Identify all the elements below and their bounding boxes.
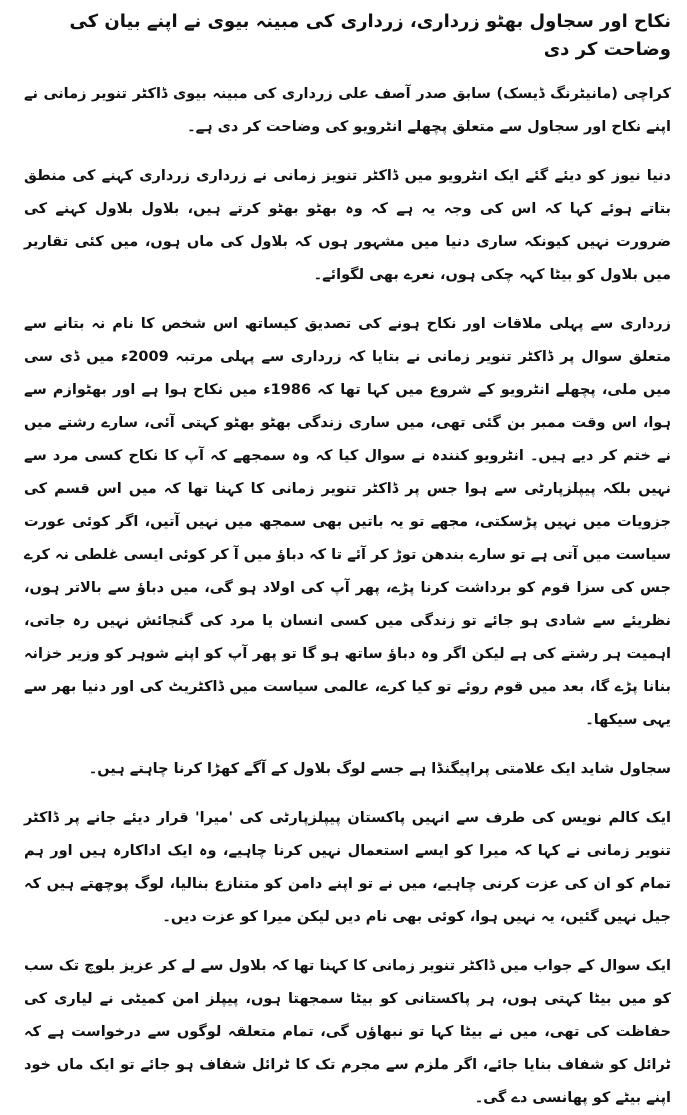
article-paragraph: سجاول شاید ایک علامتی پراپیگنڈا ہے جسے لوگ بلاول کے آگے کھڑا کرنا چاہتے ہیں۔ [88, 761, 671, 777]
article-paragraph: زرداری سے پہلی ملاقات اور نکاح ہونے کی تصدیق کیساتھ اس شخص کا نام نہ بتانے سے متعلق سوال پر ڈاکٹر تنویر زمانی نے بتایا کہ زرداری سے پہلی مرتبہ 2009ء میں ڈی سی میں ملی، پچھلے انٹرویو کے شروع میں کہا تھا کہ 1986ء میں نکاح ہوا ہے اور بھٹوازم سے ہوا، اس وقت ممبر بن گئی تھی، میں ساری زندگی بھٹو بھٹو کہتی آئی، سارے رشتے میں نے ختم کر دیے ہیں۔ انٹرویو کنندہ نے سوال کیا کہ وہ سمجھے کہ آپ کا نکاح کسی مرد سے نہیں بلکہ پیپلزپارٹی سے ہوا جس پر ڈاکٹر تنویر زمانی کا کہنا تھا کہ میں اس قسم کی جزویات میں نہیں پڑسکتی، مجھے تو یہ باتیں بھی سمجھ میں نہیں آتیں، اگر کوئی عورت سیاست میں آتی ہے تو سارے بندھن توڑ کر آئے تا کہ دباؤ میں آ کر کوئی ایسی غلطی نہ کرے جس کی سزا قوم کو برداشت کرنا پڑے، پھر آپ کی اولاد ہو گی، میں دباؤ سے بالاتر ہوں، نظریئے سے شادی ہو جائے تو زندگی میں کسی انسان یا مرد کی گنجائش نہیں رہ جاتی، اہمیت ہر رشتے کی ہے لیکن اگر وہ دباؤ ساتھ ہو گا تو پھر آپ کو اپنے شوہر کو وزیر خزانہ بنانا پڑے گا، بعد میں قوم روئے تو کیا کرے، عالمی سیاست میں ڈاکٹریٹ کی اور دنیا بھر سے یہی سیکھا۔ [24, 316, 671, 728]
article-paragraph: ایک کالم نویس کی طرف سے انہیں پاکستان پیپلزپارٹی کی 'میرا' قرار دیئے جانے پر ڈاکٹر تنویر زمانی نے کہا کہ میرا کو ایسے استعمال نہیں کرنا چاہیے، وہ ایک اداکارہ ہیں اور ہم تمام کو ان کی عزت کرنی چاہیے، میں نے تو اپنے دامن کو متنازع بنالیا، لوگ پوچھتے ہیں کہ جیل نہیں گئیں، یہ نہیں ہوا، کوئی بھی نام دیں لیکن میرا کو عزت دیں۔ [24, 810, 671, 925]
article-paragraph-intro: کراچی (مانیٹرنگ ڈیسک) سابق صدر آصف علی زرداری کی مبینہ بیوی ڈاکٹر تنویر زمانی نے اپنے نکاح اور سجاول سے متعلق پچھلے انٹرویو کی وضاحت کر دی ہے۔ [24, 86, 671, 135]
article-headline: نکاح اور سجاول بھٹو زرداری، زرداری کی مبینہ بیوی نے اپنے بیان کی وضاحت کر دی [69, 11, 671, 60]
article-paragraph: ایک سوال کے جواب میں ڈاکٹر تنویر زمانی کا کہنا تھا کہ بلاول سے لے کر عزیز بلوچ تک سب کو میں بیٹا کہتی ہوں، ہر پاکستانی کو بیٹا سمجھتا ہوں، پیپلز امن کمیٹی نے لیاری کی حفاظت کی تھی، میں نے بیٹا کہا تو نبھاؤں گی، تمام متعلقہ لوگوں سے درخواست ہے کہ ٹرائل کو شفاف بنایا جائے، اگر ملزم سے مجرم تک کا ٹرائل شفاف ہو جائے تو ایک ماں خود اپنے بیٹے کو پھانسی دے گی۔ [24, 958, 671, 1106]
article-paragraph: دنیا نیوز کو دیئے گئے ایک انٹرویو میں ڈاکٹر تنویز زمانی نے زرداری زرداری کہنے کی منطق بتاتے ہوئے کہا کہ اس کی وجہ یہ ہے کہ وہ بھٹو بھٹو کرتے ہیں، بلاول بلاول کہنے کی ضرورت نہیں کیونکہ ساری دنیا میں مشہور ہوں کہ بلاول کی ماں ہوں، میں کئی تقاریر میں بلاول کو بیٹا کہہ چکی ہوں، نعرے بھی لگوائے۔ [24, 168, 671, 283]
